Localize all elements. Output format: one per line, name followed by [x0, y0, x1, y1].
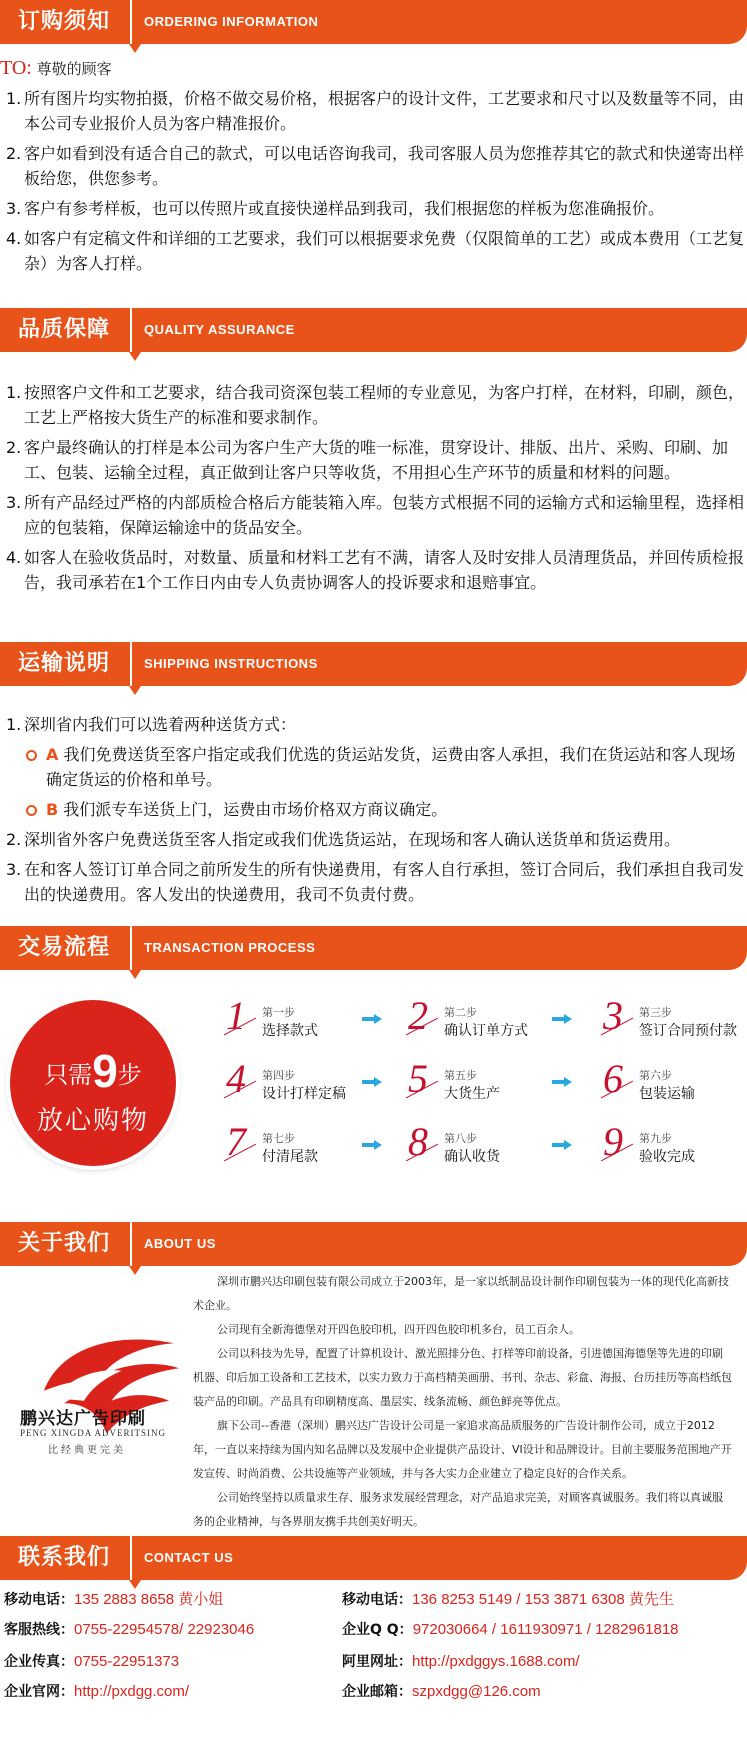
item-number: 2. — [6, 438, 22, 457]
email-link[interactable]: szpxdgg@126.com — [412, 1683, 541, 1700]
header-divider — [130, 642, 132, 686]
sub-letter: A — [46, 745, 59, 764]
section-title-en: TRANSACTION PROCESS — [144, 940, 316, 955]
item-text: 所有图片均实物拍摄，价格不做交易价格，根据客户的设计文件，工艺要求和尺寸以及数量等不同，由本公司专业报价人员为客户精准报价。 — [24, 89, 745, 133]
step-label: 第四步 — [262, 1069, 295, 1082]
section-header-transaction — [0, 926, 747, 970]
bullet-circle-icon — [26, 805, 37, 816]
contact-value[interactable]: 136 8253 5149 / 153 3871 6308 黄先生 — [412, 1591, 674, 1608]
item-text: 如客户有定稿文件和详细的工艺要求，我们可以根据要求免费（仅限简单的工艺）或成本费用（工艺复杂）为客人打样。 — [24, 229, 745, 273]
step-number: 7 — [226, 1119, 246, 1164]
to-label: TO: — [0, 57, 32, 79]
step-title: 确认订单方式 — [444, 1023, 528, 1039]
item-text: 在和客人签订订单合同之前所发生的所有快递费用，有客人自行承担，签订合同后，我们承担自我司发出的快递费用。客人发出的快递费用，我司不负责付费。 — [24, 860, 745, 904]
section-title-cn: 品质保障 — [17, 317, 110, 342]
contact-value: 0755-22951373 — [74, 1653, 180, 1670]
arrow-right-icon — [362, 1077, 382, 1087]
about-paragraph: 公司现有全新海德堡对开四色胶印机，四开四色胶印机多台，员工百余人。 — [217, 1323, 580, 1336]
section-title-en: ORDERING INFORMATION — [144, 14, 319, 29]
section-title-en: QUALITY ASSURANCE — [144, 322, 295, 337]
to-text: 尊敬的顾客 — [36, 60, 112, 78]
step-9 — [603, 1119, 747, 1176]
nine-steps-badge — [10, 1000, 176, 1166]
arrow-right-icon — [362, 1140, 382, 1150]
step-6 — [603, 1056, 747, 1113]
eagle-logo-icon — [34, 1312, 184, 1462]
step-title: 签订合同预付款 — [639, 1023, 737, 1039]
step-7 — [226, 1119, 376, 1176]
step-number: 1 — [226, 993, 246, 1038]
contact-value[interactable]: 0755-22954578/ 22923046 — [74, 1621, 255, 1638]
step-4 — [226, 1056, 376, 1113]
contact-email — [342, 1682, 541, 1702]
section-title-en: CONTACT US — [144, 1550, 234, 1565]
quality-list — [6, 380, 744, 600]
list-item — [6, 490, 744, 540]
step-label: 第二步 — [444, 1006, 477, 1019]
step-title: 包装运输 — [639, 1086, 695, 1102]
step-title: 选择款式 — [262, 1023, 318, 1039]
item-number: 4. — [6, 229, 22, 248]
about-paragraph: 公司始终坚持以质量求生存、服务求发展经营理念，对产品追求完美，对顾客真诚服务。我们将以真诚服务的企业精神，与各界朋友携手共创美好明天。 — [193, 1491, 723, 1528]
step-label: 第七步 — [262, 1132, 295, 1145]
contact-label: 企业传真： — [4, 1654, 74, 1670]
item-text: 客户最终确认的打样是本公司为客户生产大货的唯一标准，贯穿设计、排版、出片、采购、印刷、加工、包装、运输全过程，真正做到让客户只等收货，不用担心生产环节的质量和材料的问题。 — [24, 438, 729, 482]
list-item — [6, 86, 744, 136]
step-label: 第三步 — [639, 1006, 672, 1019]
list-item — [6, 545, 744, 595]
contact-label: 企业邮箱： — [342, 1684, 412, 1700]
item-number: 3. — [6, 493, 22, 512]
contact-website — [4, 1682, 189, 1702]
logo-text-cn: 鹏兴达广告印刷 — [20, 1409, 146, 1429]
item-text: 如客人在验收货品时，对数量、质量和材料工艺有不满，请客人及时安排人员清理货品，并回传质检报告，我司承若在1个工作日内由专人负责协调客人的投诉要求和退赔事宜。 — [24, 548, 745, 592]
contact-hotline — [4, 1620, 254, 1640]
step-label: 第一步 — [262, 1006, 295, 1019]
step-number: 4 — [226, 1056, 246, 1101]
arrow-right-icon — [552, 1140, 572, 1150]
item-number: 2. — [6, 830, 22, 849]
section-header-ordering — [0, 0, 747, 44]
header-pointer — [129, 352, 141, 361]
header-divider — [130, 1222, 132, 1266]
list-item — [6, 827, 744, 852]
section-title-cn: 联系我们 — [17, 1545, 110, 1570]
section-title-cn: 关于我们 — [17, 1231, 110, 1256]
item-number: 1. — [6, 383, 22, 402]
arrow-right-icon — [362, 1014, 382, 1024]
item-number: 1. — [6, 89, 22, 108]
sub-letter: B — [46, 800, 59, 819]
item-number: 3. — [6, 860, 22, 879]
section-title-cn: 交易流程 — [17, 935, 110, 960]
badge-number: 9 — [92, 1045, 118, 1097]
header-pointer — [129, 970, 141, 979]
item-text: 深圳省内我们可以选着两种送货方式： — [24, 715, 297, 734]
about-text — [193, 1270, 733, 1534]
item-number: 3. — [6, 199, 22, 218]
about-paragraph: 公司以科技为先导，配置了计算机设计、激光照排分色、打样等印前设备，引进德国海德堡等先进的印刷机器、印后加工设备和工艺技术，以实力致力于高档精美画册、书刊、杂志、彩盒、海报、台历挂历等高档纸包装产品的印刷。产品具有印刷精度高、墨层实、线条流畅、颜色鲜亮等优点。 — [193, 1347, 732, 1408]
step-label: 第九步 — [639, 1132, 672, 1145]
contact-label: 阿里网址： — [342, 1654, 412, 1670]
section-title-en: SHIPPING INSTRUCTIONS — [144, 656, 318, 671]
step-title: 付清尾款 — [262, 1149, 318, 1165]
contact-label: 客服热线： — [4, 1622, 74, 1638]
alibaba-link[interactable]: http://pxdggys.1688.com/ — [412, 1653, 580, 1670]
step-title: 大货生产 — [444, 1086, 500, 1102]
step-number: 9 — [603, 1119, 623, 1164]
step-number: 3 — [603, 993, 623, 1038]
step-label: 第八步 — [444, 1132, 477, 1145]
header-pointer — [129, 1580, 141, 1589]
badge-line1 — [10, 1044, 176, 1098]
step-title: 设计打样定稿 — [262, 1086, 346, 1102]
step-number: 6 — [603, 1056, 623, 1101]
list-item — [6, 435, 744, 485]
arrow-right-icon — [552, 1014, 572, 1024]
header-pointer — [129, 1266, 141, 1275]
list-item — [6, 196, 744, 221]
contact-label: 移动电话： — [4, 1592, 74, 1608]
step-label: 第五步 — [444, 1069, 477, 1082]
step-number: 2 — [408, 993, 428, 1038]
step-2 — [408, 993, 558, 1050]
about-paragraph: 深圳市鹏兴达印刷包装有限公司成立于2003年，是一家以纸制品设计制作印刷包装为一体的现代化高新技术企业。 — [193, 1275, 729, 1312]
sub-item-b — [6, 797, 744, 822]
item-number: 1. — [6, 715, 22, 734]
contact-alibaba — [342, 1652, 580, 1672]
section-title-cn: 运输说明 — [17, 651, 110, 676]
header-divider — [130, 926, 132, 970]
header-divider — [130, 0, 132, 44]
contact-label: 企业官网： — [4, 1684, 74, 1700]
ordering-list — [6, 86, 744, 281]
badge-pre: 只需 — [44, 1061, 93, 1089]
contact-value[interactable]: 972030664 / 1611930971 / 1282961818 — [412, 1621, 679, 1638]
website-link[interactable]: http://pxdgg.com/ — [74, 1683, 190, 1700]
shipping-list — [6, 712, 744, 912]
contact-mobile-1 — [4, 1590, 223, 1610]
item-text: 客户有参考样板，也可以传照片或直接快递样品到我司，我们根据您的样板为您准确报价。 — [24, 199, 665, 218]
list-item — [6, 226, 744, 276]
section-title-en: ABOUT US — [144, 1236, 216, 1251]
about-paragraph: 旗下公司--香港（深圳）鹏兴达广告设计公司是一家追求高品质服务的广告设计制作公司，成立于2012年，一直以来持续为国内知名品牌以及发展中企业提供产品设计、VI设计和品牌设计。目前主要服务范围地产开发宣传、时尚消费、公共设施等产业领域，并与各大实力企业建立了稳定良好的合作关系。 — [193, 1419, 732, 1480]
item-number: 2. — [6, 144, 22, 163]
sub-item-a — [6, 742, 744, 792]
list-item — [6, 141, 744, 191]
contact-value[interactable]: 135 2883 8658 黄小姐 — [74, 1591, 224, 1608]
item-text: 深圳省外客户免费送货至客人指定或我们优选货运站，在现场和客人确认送货单和货运费用。 — [24, 830, 681, 849]
item-text: 按照客户文件和工艺要求，结合我司资深包装工程师的专业意见，为客户打样，在材料，印刷，颜色，工艺上严格按大货生产的标准和要求制作。 — [24, 383, 745, 427]
section-header-quality — [0, 308, 747, 352]
header-divider — [130, 1536, 132, 1580]
badge-line2: 放心购物 — [36, 1106, 149, 1136]
logo-text-en: PENG XINGDA ADVERITSING — [20, 1428, 166, 1438]
step-title: 确认收货 — [444, 1149, 500, 1165]
contact-qq — [342, 1620, 679, 1640]
contact-fax — [4, 1652, 179, 1672]
step-title: 验收完成 — [639, 1149, 695, 1165]
item-text: 所有产品经过严格的内部质检合格后方能装箱入库。包装方式根据不同的运输方式和运输里程，选择相应的包装箱，保障运输途中的货品安全。 — [24, 493, 745, 537]
item-text: 客户如看到没有适合自己的款式，可以电话咨询我司，我司客服人员为您推荐其它的款式和快递寄出样板给您，供您参考。 — [24, 144, 745, 188]
contact-label: 移动电话： — [342, 1592, 412, 1608]
greeting — [0, 57, 112, 80]
contact-mobile-2 — [342, 1590, 674, 1610]
list-item — [6, 380, 744, 430]
bullet-circle-icon — [26, 750, 37, 761]
item-number: 4. — [6, 548, 22, 567]
step-5 — [408, 1056, 558, 1113]
step-3 — [603, 993, 747, 1050]
item-text: 我们派专车送货上门，运费由市场价格双方商议确定。 — [63, 800, 448, 819]
section-header-shipping — [0, 642, 747, 686]
section-title-cn: 订购须知 — [17, 9, 110, 34]
logo-slogan: 比经典更完美 — [48, 1445, 126, 1456]
section-header-about — [0, 1222, 747, 1266]
header-pointer — [129, 44, 141, 53]
header-pointer — [129, 686, 141, 695]
step-label: 第六步 — [639, 1069, 672, 1082]
step-8 — [408, 1119, 558, 1176]
step-number: 5 — [408, 1056, 428, 1101]
list-item — [6, 712, 744, 737]
badge-post: 步 — [117, 1061, 142, 1089]
step-1 — [226, 993, 376, 1050]
contact-label: 企业Q Q： — [342, 1622, 413, 1638]
arrow-right-icon — [552, 1077, 572, 1087]
section-header-contact — [0, 1536, 747, 1580]
item-text: 我们免费送货至客户指定或我们优选的货运站发货，运费由客人承担，我们在货运站和客人现场确定货运的价格和单号。 — [46, 745, 736, 789]
list-item — [6, 857, 744, 907]
step-number: 8 — [408, 1119, 428, 1164]
header-divider — [130, 308, 132, 352]
